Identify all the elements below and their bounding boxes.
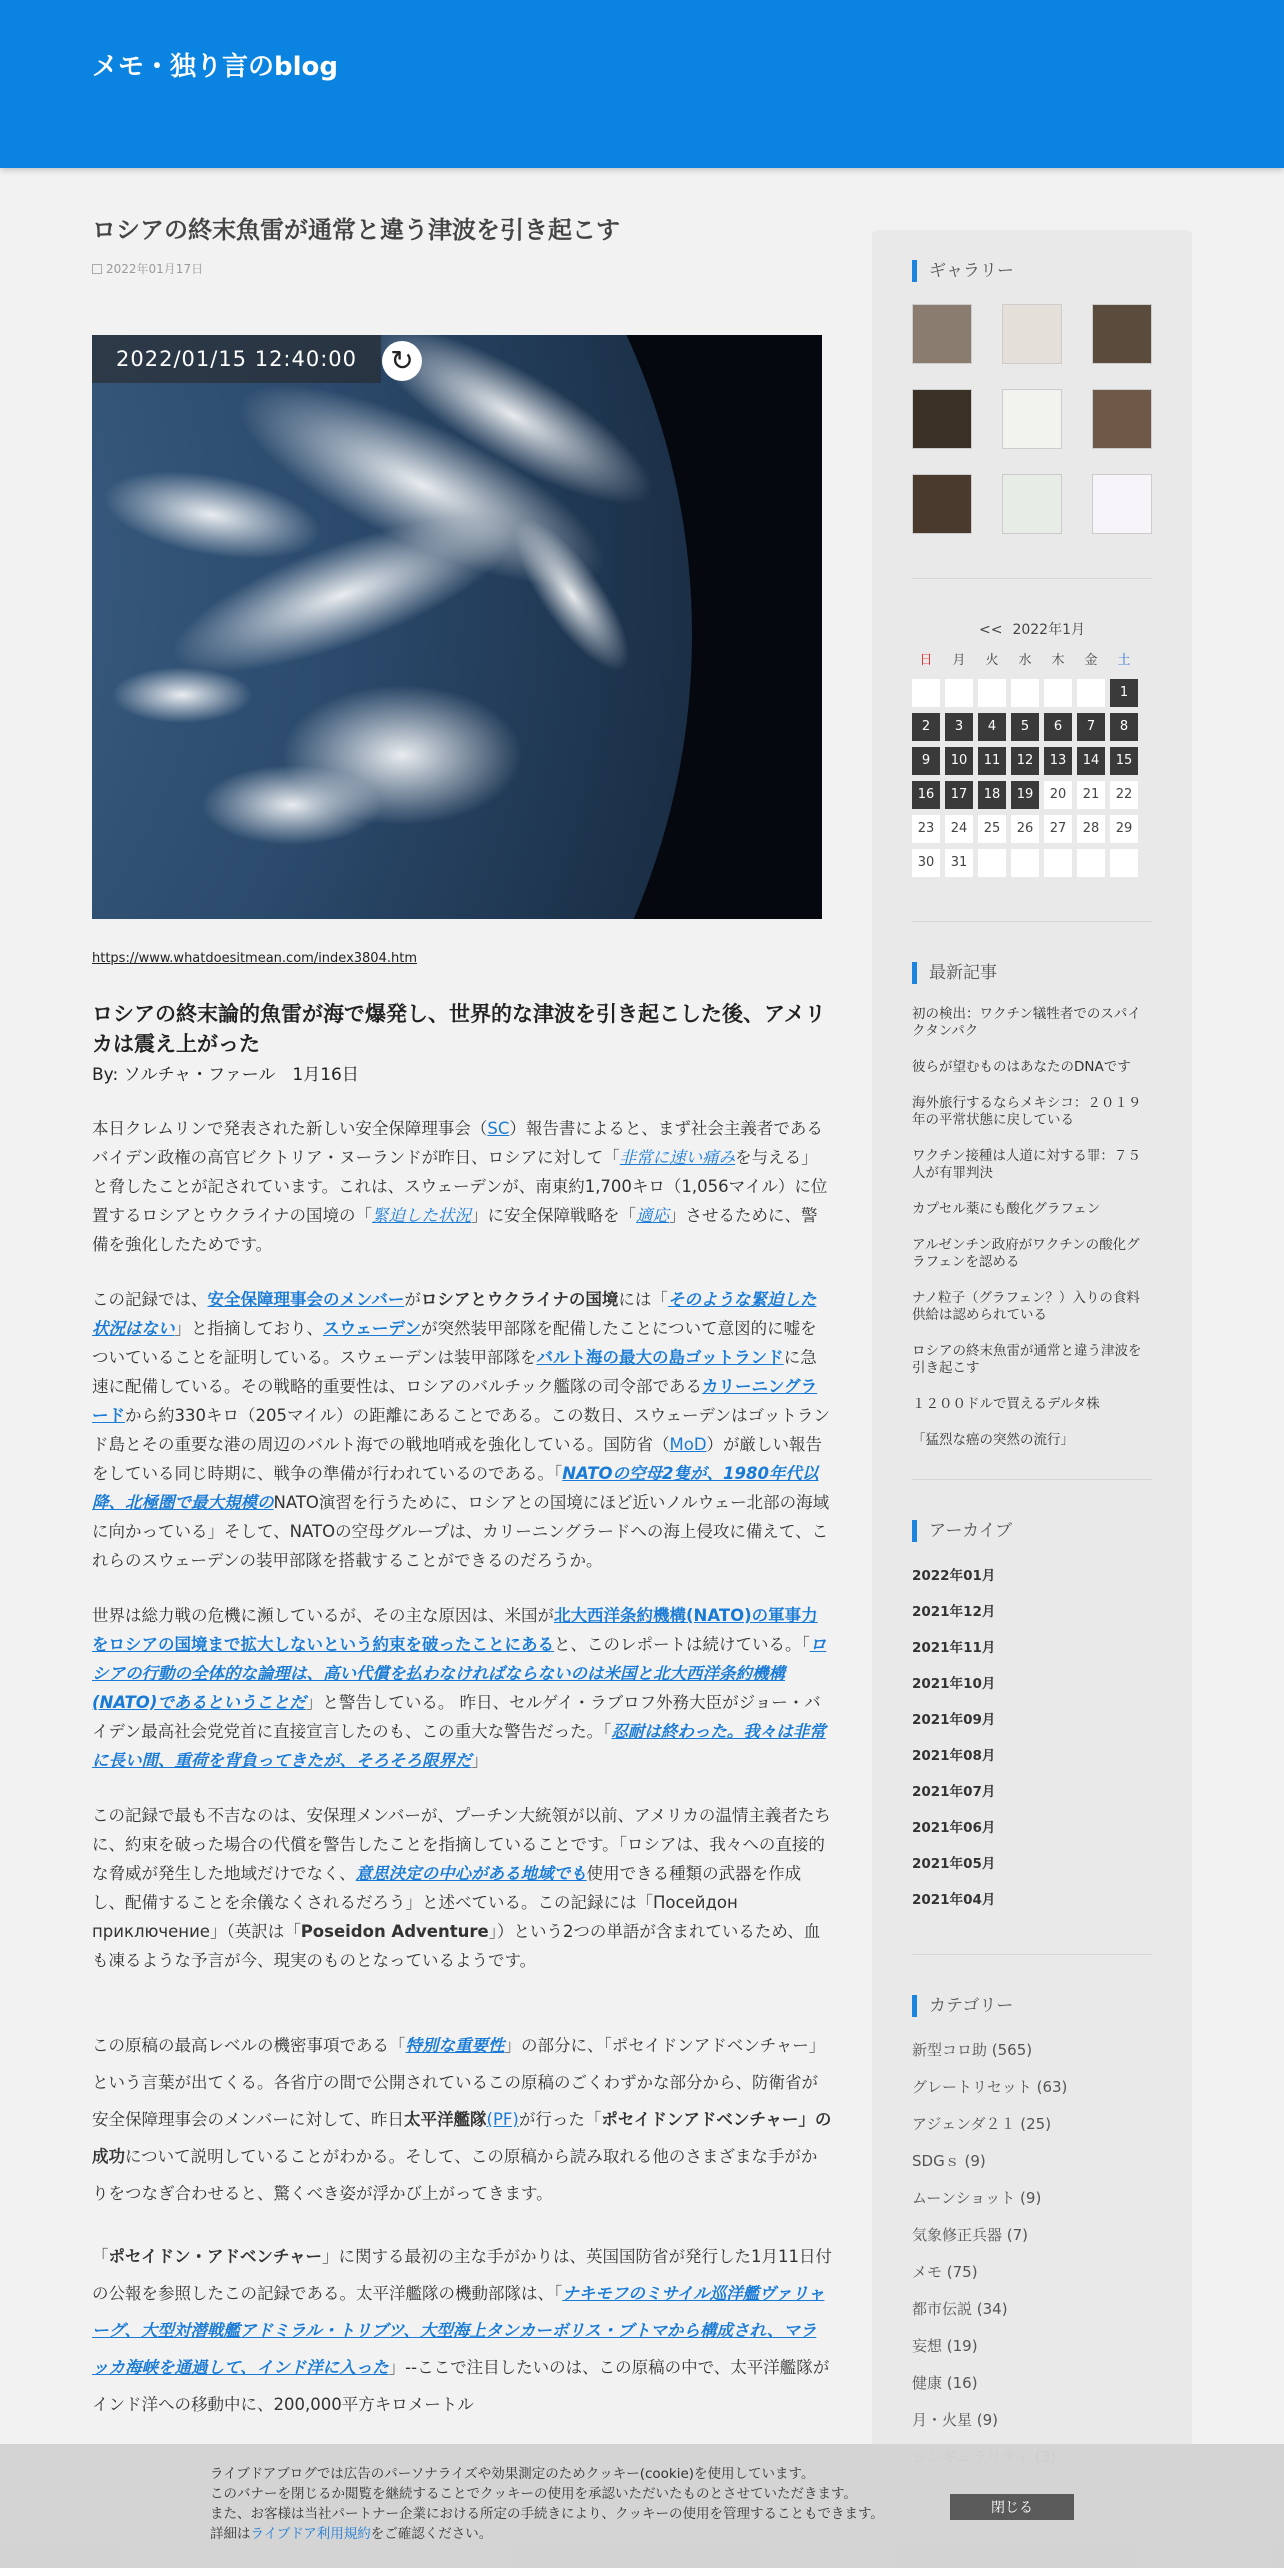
text: 」--ここで注目したいのは、この原稿の中で、太平洋艦隊がインド洋への移動中に、200,000平方キロメートル bbox=[92, 2358, 830, 2414]
calendar-empty-cell bbox=[912, 679, 940, 707]
text: この記録で最も不吉なのは、安保理メンバーが、プーチン大統領が以前、アメリカの温情主義者たちに、約束を破った場合の代償を警告したことを指摘していることです。「ロシアは、我々への直接的な脅威が発生した地域だけでなく、 bbox=[92, 1806, 831, 1883]
calendar-empty-cell bbox=[1077, 849, 1105, 877]
text: 」と指摘しており、 bbox=[174, 1319, 323, 1338]
link-gotland[interactable]: バルト海の最大の島ゴットランド bbox=[536, 1348, 784, 1367]
recent-post-link[interactable]: 「猛烈な癌の突然の流行」 bbox=[912, 1432, 1074, 1448]
calendar-month: 2022年1月 bbox=[1012, 622, 1085, 638]
main-content bbox=[92, 215, 833, 2414]
text: が突然装甲部隊を配備したことについて意図的に嘘をついていることを証明している。スウェーデンは装甲部隊を bbox=[92, 1319, 817, 1367]
link-nato-carriers[interactable]: NATOの空母2隻が、1980年代以降、北極圏で最大規模の bbox=[92, 1464, 819, 1512]
calendar-day: 22 bbox=[1110, 781, 1138, 809]
bold-text: ポセイドンアドベンチャー」の成功 bbox=[92, 2110, 832, 2166]
category-link[interactable]: グレートリセット (63) bbox=[912, 2078, 1068, 2096]
divider bbox=[912, 921, 1152, 922]
calendar-day: 23 bbox=[912, 815, 940, 843]
link-no-tension[interactable]: そのような緊迫した状況はない bbox=[92, 1290, 817, 1338]
calendar-empty-cell bbox=[1044, 679, 1072, 707]
refresh-icon[interactable]: ↻ bbox=[382, 341, 422, 381]
calendar-day: 29 bbox=[1110, 815, 1138, 843]
archive-link[interactable]: 2022年01月 bbox=[912, 1568, 996, 1584]
gallery-thumbnail[interactable] bbox=[1002, 474, 1062, 534]
post-date bbox=[92, 260, 832, 277]
calendar-empty-cell bbox=[978, 679, 1006, 707]
calendar-empty-cell bbox=[945, 679, 973, 707]
text: 詳細は bbox=[210, 2526, 251, 2542]
calendar-day: 20 bbox=[1044, 781, 1072, 809]
archive-link[interactable]: 2021年12月 bbox=[912, 1604, 996, 1620]
recent-post-link[interactable]: 海外旅行するならメキシコ：２０１９年の平常状態に戻している bbox=[912, 1095, 1142, 1128]
link-pacific-fleet[interactable]: ナキモフのミサイル巡洋艦ヴァリャーグ、大型対潜戦艦アドミラル・トリブツ、大型海上タンカーボリス・ブトマから構成され、マラッカ海峡を通過して、インド洋に入った bbox=[92, 2284, 825, 2377]
recent-list bbox=[912, 1006, 1152, 1449]
category-link[interactable]: 新型コロ助 (565) bbox=[912, 2041, 1033, 2059]
link-sc-members[interactable]: 安全保障理事会のメンバー bbox=[207, 1290, 405, 1309]
text: には「 bbox=[618, 1290, 668, 1309]
cookie-banner bbox=[0, 2444, 1284, 2568]
text: ）が厳しい報告をしている同じ時期に、戦争の準備が行われているのである。「 bbox=[92, 1435, 823, 1483]
divider bbox=[912, 1954, 1152, 1955]
calendar-icon bbox=[92, 264, 102, 274]
gallery-thumbnail[interactable] bbox=[1092, 474, 1152, 534]
recent-post-link[interactable]: アルゼンチン政府がワクチンの酸化グラフェンを認める bbox=[912, 1237, 1140, 1270]
calendar-day: 21 bbox=[1077, 781, 1105, 809]
calendar-day[interactable]: 18 bbox=[978, 781, 1006, 809]
link-kaliningrad[interactable]: カリーニングラード bbox=[92, 1377, 818, 1425]
terms-link[interactable]: ライブドア利用規約 bbox=[250, 2526, 371, 2542]
earth-satellite-image bbox=[92, 335, 822, 919]
post-title[interactable]: ロシアの終末魚雷が通常と違う津波を引き起こす bbox=[92, 216, 620, 244]
calendar-day: 30 bbox=[912, 849, 940, 877]
site-header bbox=[0, 0, 1284, 168]
gallery-title: ギャラリー bbox=[912, 260, 1152, 282]
calendar-day[interactable]: 9 bbox=[912, 747, 940, 775]
bold-text: ロシアとウクライナの国境 bbox=[420, 1290, 619, 1309]
text: NATO演習を行うために、ロシアとの国境にほど近いノルウェー北部の海域に向かっている」そして、NATOの空母グループは、カリーニングラードへの海上侵攻に備えて、これらのスウェーデンの装甲部隊を搭載することができるのだろうか。 bbox=[92, 1493, 830, 1570]
calendar-empty-cell bbox=[1011, 849, 1039, 877]
link-pf[interactable]: (PF) bbox=[486, 2110, 519, 2129]
text: をご確認ください。 bbox=[370, 2526, 493, 2542]
text: 」させるために、警備を強化したためです。 bbox=[92, 1206, 818, 1254]
calendar-day[interactable]: 2 bbox=[912, 713, 940, 741]
calendar-weekday: 水 bbox=[1018, 653, 1032, 668]
bold-text: ポセイドン・アドベンチャー bbox=[108, 2247, 323, 2266]
calendar-day[interactable]: 12 bbox=[1011, 747, 1039, 775]
calendar-day[interactable]: 5 bbox=[1011, 713, 1039, 741]
category-link[interactable]: 月・火星 (9) bbox=[912, 2411, 999, 2429]
recent-post-link[interactable]: 彼らが望むものはあなたのDNAです bbox=[912, 1059, 1131, 1075]
sidebar bbox=[872, 230, 1192, 2568]
calendar-weekday: 火 bbox=[985, 653, 999, 668]
calendar-day[interactable]: 14 bbox=[1077, 747, 1105, 775]
text: 」に安全保障戦略を「 bbox=[471, 1206, 637, 1225]
text: を与える」と脅したことが記されています。これは、スウェーデンが、南東約1,700キロ（1,056マイル）に位置するロシアとウクライナの国境の「 bbox=[92, 1148, 828, 1225]
text: 「 bbox=[92, 2247, 109, 2266]
calendar-day[interactable]: 16 bbox=[912, 781, 940, 809]
gallery-thumbnail[interactable] bbox=[1092, 304, 1152, 364]
category-link[interactable]: メモ (75) bbox=[912, 2263, 978, 2281]
paragraph-6 bbox=[92, 2238, 832, 2423]
calendar-day: 28 bbox=[1077, 815, 1105, 843]
text: この記録では、 bbox=[92, 1290, 208, 1309]
calendar-day: 31 bbox=[945, 849, 973, 877]
calendar-day[interactable]: 8 bbox=[1110, 713, 1138, 741]
link-nato-promise[interactable]: 北大西洋条約機構(NATO)の軍事力をロシアの国境まで拡大しないという約束を破ったことにある bbox=[92, 1606, 818, 1654]
calendar-empty-cell bbox=[1011, 679, 1039, 707]
archive-link[interactable]: 2021年05月 bbox=[912, 1856, 996, 1872]
text: 」に関する最初の主な手がかりは、英国国防省が発行した1月11日付の公報を参照したこの記録である。太平洋艦隊の機動部隊は、「 bbox=[92, 2247, 833, 2303]
archive-link[interactable]: 2021年10月 bbox=[912, 1676, 996, 1692]
category-list bbox=[912, 2039, 1152, 2483]
category-link[interactable]: 都市伝説 (34) bbox=[912, 2300, 1008, 2318]
recent-post-link[interactable]: ナノ粒子（グラフェン？）入りの食料供給は認められている bbox=[912, 1290, 1140, 1323]
calendar-empty-cell bbox=[1077, 679, 1105, 707]
link-mod[interactable]: MoD bbox=[669, 1435, 707, 1454]
calendar-day: 25 bbox=[978, 815, 1006, 843]
category-link[interactable]: 妄想 (19) bbox=[912, 2337, 978, 2355]
text: が bbox=[404, 1290, 421, 1309]
recent-title: 最新記事 bbox=[912, 962, 1152, 984]
paragraph-1 bbox=[92, 1114, 832, 1259]
text: と、このレポートは続けている。「 bbox=[554, 1635, 810, 1654]
archive-title: アーカイブ bbox=[912, 1520, 1152, 1542]
calendar-grid bbox=[912, 649, 1152, 877]
link-adapt[interactable]: 適応 bbox=[636, 1206, 670, 1225]
calendar-weekday: 日 bbox=[919, 653, 933, 668]
archive-link[interactable]: 2021年08月 bbox=[912, 1748, 996, 1764]
link-sweden[interactable]: スウェーデン bbox=[323, 1319, 422, 1338]
calendar-day[interactable]: 3 bbox=[945, 713, 973, 741]
article-body bbox=[92, 999, 832, 2449]
cookie-line: ライブドアブログでは広告のパーソナライズや効果測定のためクッキー(cookie)を使用しています。 bbox=[210, 2466, 815, 2482]
category-link[interactable]: アジェンダ２１ (25) bbox=[912, 2115, 1052, 2133]
blog-title[interactable]: メモ・独り言のblog bbox=[92, 52, 338, 82]
gallery-thumbnail[interactable] bbox=[912, 389, 972, 449]
text: に急速に配備している。その戦略的重要性は、ロシアのバルチック艦隊の司令部である bbox=[92, 1348, 817, 1396]
gallery-thumbnail[interactable] bbox=[1002, 304, 1062, 364]
gallery-grid bbox=[912, 304, 1152, 534]
link-sc[interactable]: SC bbox=[487, 1119, 510, 1138]
calendar-day[interactable]: 15 bbox=[1110, 747, 1138, 775]
text: 」と警告している。 昨日、セルゲイ・ラブロフ外務大臣がジョー・バイデン最高社会党党首に直接宣言したのも、この重大な警告だった。「 bbox=[92, 1693, 821, 1741]
text: から約330キロ（205マイル）の距離にあることである。この数日、スウェーデンはゴットランド島とその重要な港の周辺のバルト海での戦地哨戒を強化している。国防省（ bbox=[92, 1406, 830, 1454]
text: 本日クレムリンで発表された新しい安全保障理事会（ bbox=[92, 1119, 488, 1138]
earth-graphic bbox=[92, 335, 822, 919]
calendar-day[interactable]: 7 bbox=[1077, 713, 1105, 741]
post-date-text: 2022年01月17日 bbox=[106, 262, 204, 277]
byline: By: ソルチャ・ファール 1月16日 bbox=[92, 1065, 359, 1085]
calendar-empty-cell bbox=[978, 849, 1006, 877]
cookie-line bbox=[210, 2524, 884, 2544]
archive-link[interactable]: 2021年04月 bbox=[912, 1892, 996, 1908]
calendar-day[interactable]: 10 bbox=[945, 747, 973, 775]
cookie-text bbox=[210, 2464, 884, 2544]
calendar-prev-link[interactable]: << bbox=[978, 622, 1003, 638]
archive-link[interactable]: 2021年06月 bbox=[912, 1820, 996, 1836]
cookie-line: また、お客様は当社パートナー企業における所定の手続きにより、クッキーの使用を管理することもできます。 bbox=[210, 2506, 884, 2522]
divider bbox=[912, 578, 1152, 579]
link-decision-centers[interactable]: 意思決定の中心がある地域でも bbox=[355, 1864, 587, 1883]
category-link[interactable]: 健康 (16) bbox=[912, 2374, 978, 2392]
gallery-thumbnail[interactable] bbox=[912, 474, 972, 534]
recent-post-link[interactable]: カプセル薬にも酸化グラフェン bbox=[912, 1201, 1101, 1217]
calendar-weekday: 木 bbox=[1051, 653, 1065, 668]
calendar-day[interactable]: 4 bbox=[978, 713, 1006, 741]
text: 」）という2つの単語が含まれているため、血も凍るような予言が今、現実のものとなっているようです。 bbox=[92, 1922, 821, 1970]
recent-post-link[interactable]: 初の検出：ワクチン犠牲者でのスパイクタンパク bbox=[912, 1006, 1141, 1039]
calendar-weekday: 土 bbox=[1117, 653, 1131, 668]
recent-post-link[interactable]: ワクチン接種は人道に対する罪：７５人が有罪判決 bbox=[912, 1148, 1141, 1181]
text: 」 bbox=[471, 1751, 488, 1770]
cookie-close-button[interactable]: 閉じる bbox=[950, 2494, 1074, 2520]
calendar-day: 24 bbox=[945, 815, 973, 843]
cookie-line: このバナーを閉じるか閲覧を継続することでクッキーの使用を承認いただいたものとさせていただきます。 bbox=[210, 2486, 857, 2502]
paragraph-3 bbox=[92, 1601, 832, 1775]
archive-link[interactable]: 2021年11月 bbox=[912, 1640, 996, 1656]
calendar-weekday: 月 bbox=[952, 653, 966, 668]
calendar-day[interactable]: 17 bbox=[945, 781, 973, 809]
article-title: ロシアの終末論的魚雷が海で爆発し、世界的な津波を引き起こした後、アメリカは震え上がった bbox=[92, 1002, 826, 1056]
source-link[interactable]: https://www.whatdoesitmean.com/index3804.htm bbox=[92, 951, 417, 966]
hero-timestamp: 2022/01/15 12:40:00 bbox=[92, 335, 381, 383]
text: について説明していることがわかる。そして、この原稿から読み取れる他のさまざまな手がかりをつなぎ合わせると、驚くべき姿が浮かび上がってきます。 bbox=[92, 2147, 818, 2203]
gallery-thumbnail[interactable] bbox=[1092, 389, 1152, 449]
paragraph-2 bbox=[92, 1285, 832, 1575]
paragraph-5 bbox=[92, 2027, 832, 2212]
category-link[interactable]: 気象修正兵器 (7) bbox=[912, 2226, 1029, 2244]
link-tense-situation[interactable]: 緊迫した状況 bbox=[372, 1206, 472, 1225]
category-title: カテゴリー bbox=[912, 1995, 1152, 2017]
link-russia-logic[interactable]: ロシアの行動の全体的な論理は、高い代償を払わなければならないのは米国と北大西洋条約機構(NATO)であるということだ bbox=[92, 1635, 827, 1712]
gallery-thumbnail[interactable] bbox=[1002, 389, 1062, 449]
calendar-day[interactable]: 11 bbox=[978, 747, 1006, 775]
archive-link[interactable]: 2021年09月 bbox=[912, 1712, 996, 1728]
text: 」の部分に、「ポセイドンアドベンチャー」という言葉が出てくる。各省庁の間で公開されているこの原稿のごくわずかな部分から、防衛省が安全保障理事会のメンバーに対して、昨日 bbox=[92, 2036, 826, 2129]
category-link[interactable]: SDGｓ (9) bbox=[912, 2152, 986, 2170]
calendar-day: 26 bbox=[1011, 815, 1039, 843]
bold-text: Poseidon Adventure bbox=[300, 1922, 489, 1941]
calendar-empty-cell bbox=[1044, 849, 1072, 877]
gallery-thumbnail[interactable] bbox=[912, 304, 972, 364]
category-link[interactable]: ムーンショット (9) bbox=[912, 2189, 1042, 2207]
text: が行った「 bbox=[518, 2110, 602, 2129]
calendar-empty-cell bbox=[1110, 849, 1138, 877]
recent-post-link[interactable]: ロシアの終末魚雷が通常と違う津波を引き起こす bbox=[912, 1343, 1142, 1376]
calendar-header bbox=[912, 619, 1152, 639]
recent-post-link[interactable]: １２００ドルで買えるデルタ株 bbox=[912, 1396, 1100, 1412]
archive-list bbox=[912, 1564, 1152, 1924]
calendar-weekday: 金 bbox=[1084, 653, 1098, 668]
archive-link[interactable]: 2021年07月 bbox=[912, 1784, 996, 1800]
text: 使用できる種類の武器を作成し、配備することを余儀なくされるだろう」と述べている。この記録には「Посейдон приключение」（英訳は「 bbox=[92, 1864, 802, 1941]
text: 世界は総力戦の危機に瀕しているが、その主な原因は、米国が bbox=[92, 1606, 554, 1625]
calendar-day[interactable]: 1 bbox=[1110, 679, 1138, 707]
bold-text: 太平洋艦隊 bbox=[404, 2110, 487, 2129]
calendar-day[interactable]: 6 bbox=[1044, 713, 1072, 741]
link-fast-pain[interactable]: 非常に速い痛み bbox=[619, 1148, 736, 1167]
calendar-day: 27 bbox=[1044, 815, 1072, 843]
link-special-importance[interactable]: 特別な重要性 bbox=[405, 2036, 505, 2055]
text: この原稿の最高レベルの機密事項である「 bbox=[92, 2036, 406, 2055]
paragraph-4 bbox=[92, 1801, 832, 1975]
text: ）報告書によると、まず社会主義者であるバイデン政権の高官ビクトリア・ヌーランドが昨日、ロシアに対して「 bbox=[92, 1119, 823, 1167]
link-patience[interactable]: 忍耐は終わった。我々は非常に長い間、重荷を背負ってきたが、そろそろ限界だ bbox=[92, 1722, 826, 1770]
calendar-day[interactable]: 13 bbox=[1044, 747, 1072, 775]
divider bbox=[912, 1479, 1152, 1480]
calendar-day[interactable]: 19 bbox=[1011, 781, 1039, 809]
